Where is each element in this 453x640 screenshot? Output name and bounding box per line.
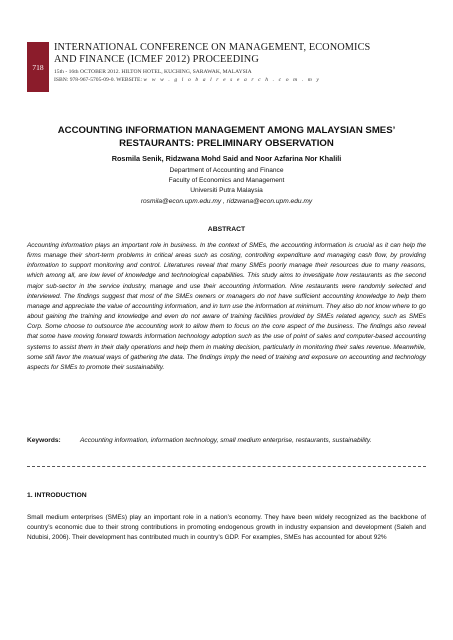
website-label: WEBSITE: xyxy=(116,77,143,83)
abstract-heading: ABSTRACT xyxy=(207,226,246,233)
faculty: Faculty of Economics and Management xyxy=(168,177,285,185)
abstract-text: Accounting information plays an important role in business. In the context of SMEs, the accounting information is crucial as it can help the firms manage their short-term problems in critical areas such as costing, controlling expenditure and managing cash flow, by providing information to support monitoring and control. Literatures reveal that many SMEs poorly manage their resources due to many reasons, which among all, are low level of knowledge and technological capabilities. This study aims to investigate how restaurants as the second major sub-sector in the service industry, manage and use their accounting information. Nine restaurants were randomly selected and interviewed. The findings suggest that most of the SMEs owners or managers do not have sufficient accounting knowledge to help them manage and appreciate the value of accounting information, and in turn use the information at minimum. They also do not know where to go about gaining the training and knowledge and even do not aware of training facilities provided by SMEs related agency, such as SMEs Corp. Some choose to outsource the accounting work to allow them to focus on the core aspect of the business. The findings also reveal that some have moving forward towards information technology adoption such as the use of point of sales and computer-based accounting systems to assist them in their daily operations and help them in making decision, particularly in monitoring their sales revenue. Meanwhile, some still favor the manual ways of gathering the data. The findings imply the need of training and exposure on accounting and technology aspects for SMEs to promote their sustainability. xyxy=(27,242,426,371)
page-number-badge xyxy=(27,42,49,92)
author-emails: rosmila@econ.upm.edu.my , ridzwana@econ.upm.edu.my xyxy=(140,197,313,205)
keywords-label: Keywords: xyxy=(27,437,61,444)
introduction-heading: 1. INTRODUCTION xyxy=(27,492,87,499)
conference-isbn-website xyxy=(54,76,429,84)
conference-header xyxy=(27,42,427,94)
section-divider xyxy=(27,466,426,467)
paper-title xyxy=(40,124,413,150)
authors: Rosmila Senik, Ridzwana Mohd Said and Noor Azfarina Nor Khalili xyxy=(111,154,342,163)
introduction-text: Small medium enterprises (SMEs) play an important role in a nation’s economy. They have been widely recognized as the backbone of country’s economic due to their strong contributions in promoting endogenous growth in industry expansion and development (Saleh and Ndubisi, 2006). Their development has contributed much in country’s GDP. For examples, SMEs has accounted for about 92% xyxy=(27,514,426,542)
department: Department of Accounting and Finance xyxy=(169,167,284,174)
conference-meta xyxy=(54,68,429,84)
conference-title-line1: INTERNATIONAL CONFERENCE ON MANAGEMENT, ECONOMICS xyxy=(54,42,371,53)
university: Universiti Putra Malaysia xyxy=(190,187,263,195)
conference-title xyxy=(54,42,429,66)
conference-info xyxy=(54,42,429,84)
isbn: ISBN: 978-967-5705-09-0. xyxy=(54,77,115,83)
page-number: 718 xyxy=(32,62,44,72)
keywords-text: Accounting information, information technology, small medium enterprise, restaurants, sustainability. xyxy=(80,437,372,444)
paper-title-line2: RESTAURANTS: PRELIMINARY OBSERVATION xyxy=(119,138,334,149)
paper-title-line1: ACCOUNTING INFORMATION MANAGEMENT AMONG MALAYSIAN SMES’ xyxy=(57,125,396,136)
affiliation xyxy=(40,166,413,207)
conference-title-line2: AND FINANCE (ICMEF 2012) PROCEEDING xyxy=(54,54,259,65)
website: w w w . g l o b a l r e s e a r c h . c o m . m y xyxy=(143,77,321,83)
conference-dates-venue: 15th - 16th OCTOBER 2012. HILTON HOTEL, KUCHING, SARAWAK, MALAYSIA xyxy=(54,69,252,75)
